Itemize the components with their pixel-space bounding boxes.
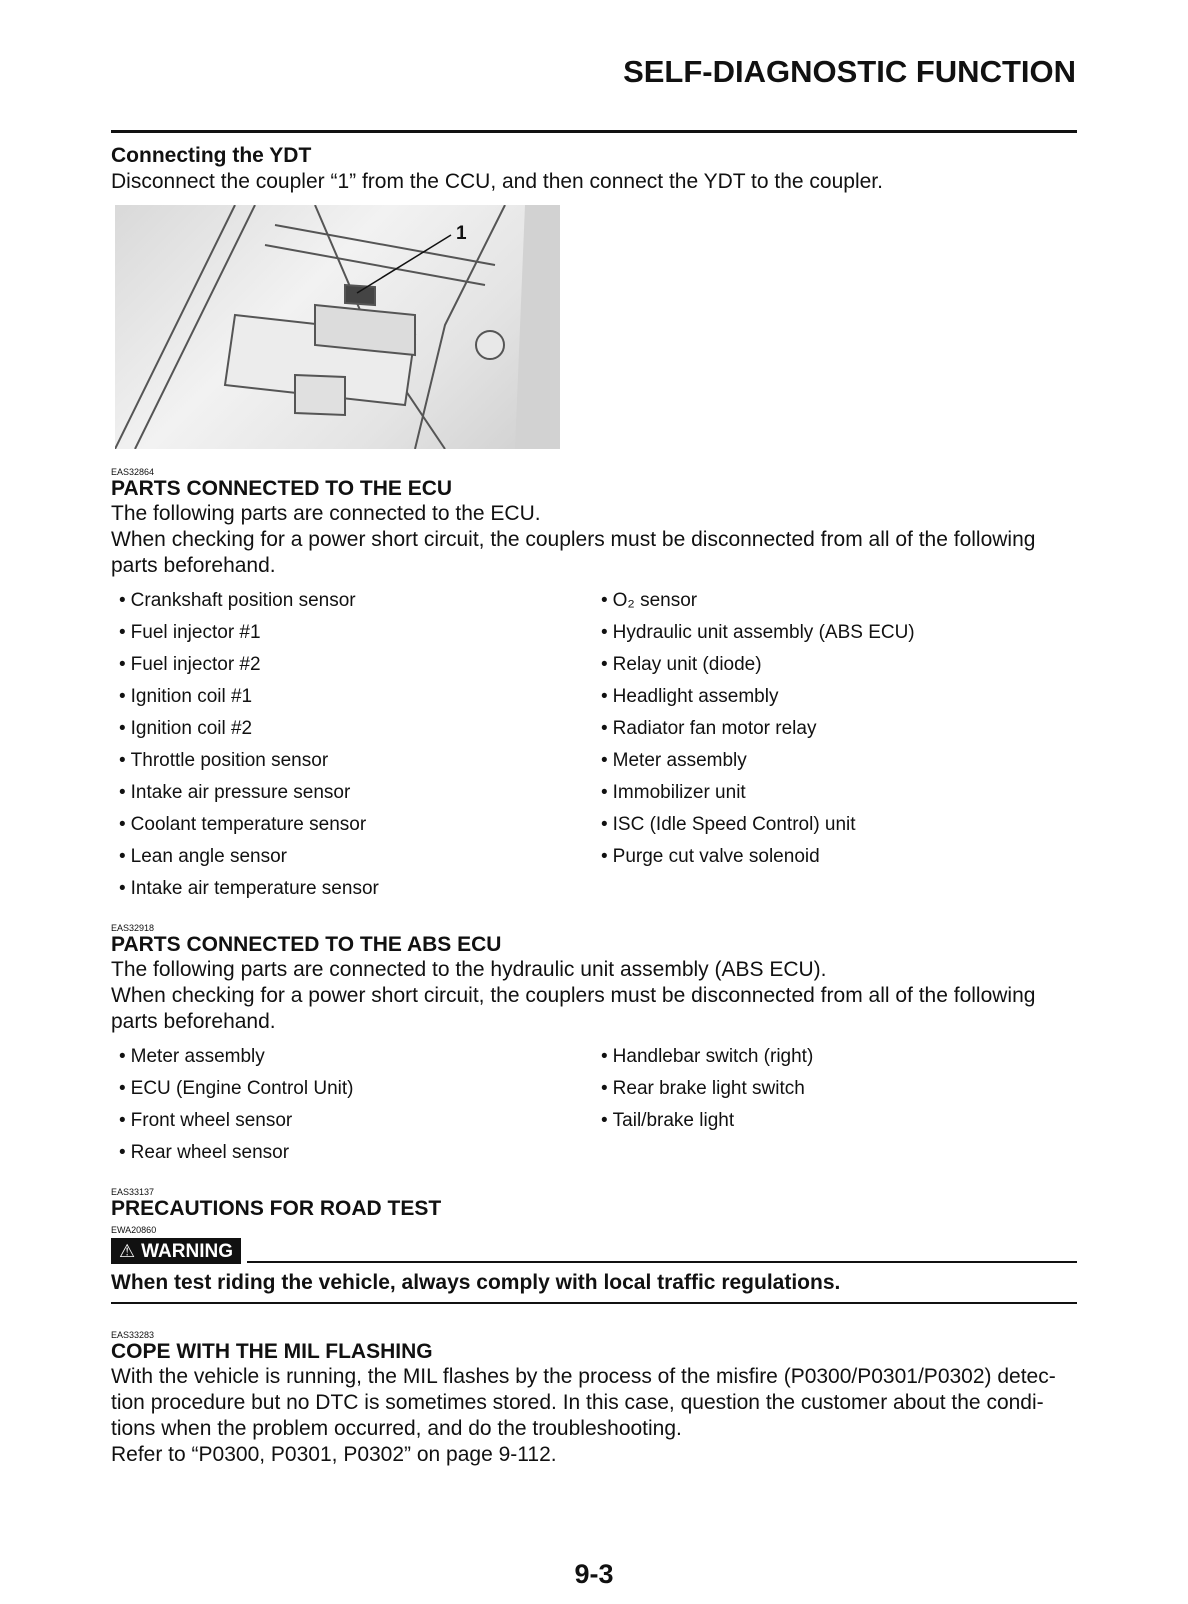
list-item: • Tail/brake light — [593, 1105, 1077, 1137]
header-rule — [111, 130, 1077, 133]
section-code: EAS33283 — [111, 1330, 155, 1340]
warning-header — [111, 1238, 1077, 1264]
section-title-abs: PARTS CONNECTED TO THE ABS ECU — [111, 933, 502, 956]
warning-badge — [111, 1238, 241, 1264]
list-item: • Rear wheel sensor — [111, 1137, 593, 1169]
ccu-coupler-illustration — [115, 205, 560, 449]
list-item: • Rear brake light switch — [593, 1073, 1077, 1105]
frame-illustration — [115, 205, 560, 449]
list-item: • ECU (Engine Control Unit) — [111, 1073, 593, 1105]
list-item: • Ignition coil #1 — [111, 681, 593, 713]
page-content — [111, 143, 1077, 1468]
list-item: • O₂ sensor — [593, 585, 1077, 617]
section-title-mil: COPE WITH THE MIL FLASHING — [111, 1340, 433, 1363]
list-item: • Lean angle sensor — [111, 841, 593, 873]
section-title-ecu: PARTS CONNECTED TO THE ECU — [111, 477, 453, 500]
warning-code: EWA20860 — [111, 1225, 157, 1235]
ecu-parts-left — [111, 585, 593, 905]
abs-parts-right — [593, 1041, 1077, 1169]
list-item: • Front wheel sensor — [111, 1105, 593, 1137]
list-item: • Meter assembly — [593, 745, 1077, 777]
page-header-title: SELF-DIAGNOSTIC FUNCTION — [623, 54, 1076, 89]
abs-parts-list — [111, 1041, 1077, 1169]
section-title-road-test: PRECAUTIONS FOR ROAD TEST — [111, 1197, 442, 1220]
ecu-parts-list — [111, 585, 1077, 905]
mil-text-1: With the vehicle is running, the MIL flashes by the process of the misfire (P0300/P0301/P0302) detec-tion procedure but no DTC is sometimes stored. In this case, question the customer about the condi-tions when the problem occurred, and do the troubleshooting. — [111, 1365, 1056, 1440]
list-item: • Purge cut valve solenoid — [593, 841, 1077, 873]
ecu-parts-right — [593, 585, 1077, 905]
callout-label: 1 — [456, 223, 467, 244]
list-item: • ISC (Idle Speed Control) unit — [593, 809, 1077, 841]
list-item: • Relay unit (diode) — [593, 649, 1077, 681]
section-code: EAS32864 — [111, 467, 155, 477]
ydt-subhead: Connecting the YDT — [111, 144, 312, 167]
warning-label: WARNING — [141, 1241, 233, 1262]
warning-rule — [247, 1261, 1077, 1263]
abs-parts-left — [111, 1041, 593, 1169]
section-code: EAS32918 — [111, 923, 155, 933]
ecu-text-2: When checking for a power short circuit, the couplers must be disconnected from all of the following parts beforehand. — [111, 528, 1036, 577]
warning-triangle-icon: ⚠ — [119, 1241, 136, 1261]
list-item: • Intake air temperature sensor — [111, 873, 593, 905]
warning-text: When test riding the vehicle, always comply with local traffic regulations. — [111, 1264, 1077, 1304]
list-item: • Ignition coil #2 — [111, 713, 593, 745]
list-item: • Immobilizer unit — [593, 777, 1077, 809]
section-code: EAS33137 — [111, 1187, 155, 1197]
list-item: • Crankshaft position sensor — [111, 585, 593, 617]
ydt-text: Disconnect the coupler “1” from the CCU, and then connect the YDT to the coupler. — [111, 170, 883, 193]
list-item: • Coolant temperature sensor — [111, 809, 593, 841]
mil-text-2: Refer to “P0300, P0301, P0302” on page 9-112. — [111, 1443, 557, 1466]
ecu-text-1: The following parts are connected to the ECU. — [111, 502, 541, 525]
abs-text-1: The following parts are connected to the hydraulic unit assembly (ABS ECU). — [111, 958, 827, 981]
list-item: • Handlebar switch (right) — [593, 1041, 1077, 1073]
list-item: • Fuel injector #1 — [111, 617, 593, 649]
abs-text-2: When checking for a power short circuit, the couplers must be disconnected from all of the following parts beforehand. — [111, 984, 1036, 1033]
list-item: • Radiator fan motor relay — [593, 713, 1077, 745]
list-item: • Hydraulic unit assembly (ABS ECU) — [593, 617, 1077, 649]
page-number: 9-3 — [574, 1559, 614, 1589]
list-item: • Fuel injector #2 — [111, 649, 593, 681]
list-item: • Intake air pressure sensor — [111, 777, 593, 809]
list-item: • Headlight assembly — [593, 681, 1077, 713]
list-item: • Meter assembly — [111, 1041, 593, 1073]
list-item: • Throttle position sensor — [111, 745, 593, 777]
